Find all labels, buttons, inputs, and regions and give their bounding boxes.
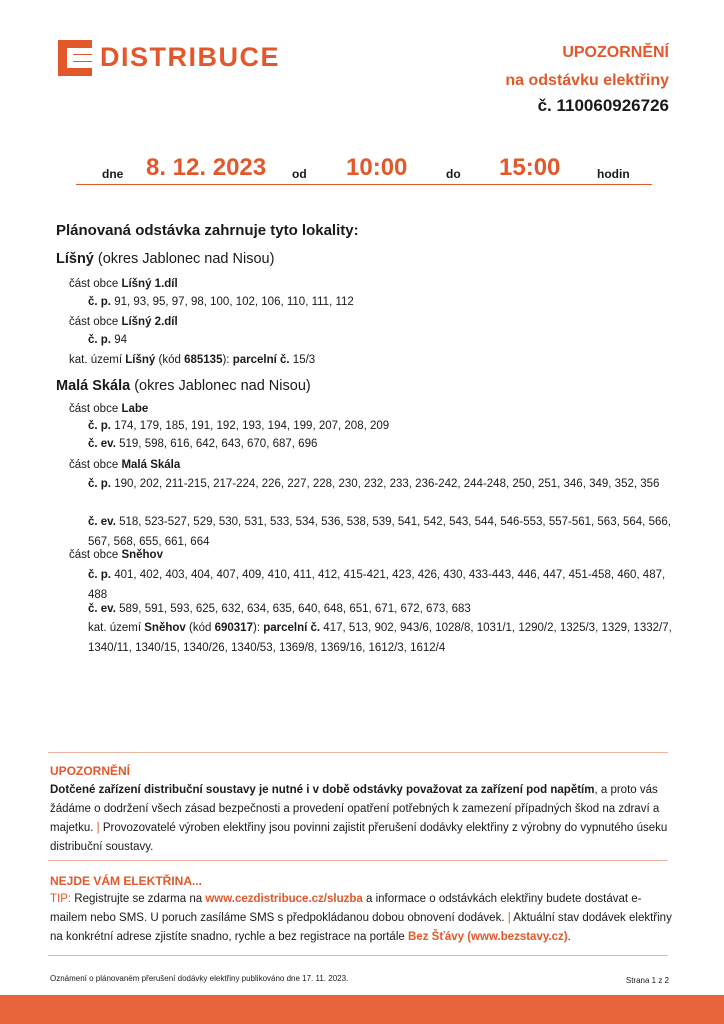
cadastral-area: kat. území Sněhov (kód 690317): parcelní č. 417, 513, 902, 943/6, 1028/8, 1031/1, 1290/2, 1325/3, 1329, 1332/7, 1340/11, 1340/15, 1340/26, 1340/53, 1369/8, 1369/16, 1612/3, 1612/4 [88,622,672,654]
warning-title: UPOZORNĚNÍ [50,764,131,778]
cadastral-area: kat. území Líšný (kód 685135): parcelní č. 15/3 [69,354,316,366]
municipality-part: část obce Sněhov [69,549,163,561]
bezstavy-link[interactable]: (www.bezstavy.cz) [467,931,568,943]
section-divider [48,860,668,861]
to-label: do [446,167,461,181]
publication-note: Oznámení o plánovaném přerušení dodávky elektřiny publikováno dne 17. 11. 2023. [50,974,349,983]
footer-bar [0,995,724,1024]
day-label: dne [102,167,124,181]
municipality-part: část obce Líšný 1.díl [69,278,178,290]
outage-help-text: TIP: Registrujte se zdarma na www.cezdistribuce.cz/sluzba a informace o odstávkách elektřiny budete dostávat e-mailem nebo SMS. U poruch zasíláme SMS s předpokládanou dobou obnovení dodávek. | Aktuální stav dodávek elektřiny na konkrétní adrese zjistíte snadno, rychle a bez registrace na portále Bez Šťávy (www.bezstavy.cz). [50,893,672,943]
house-numbers: č. p. 94 [88,334,128,346]
outage-help-title: NEJDE VÁM ELEKTŘINA... [50,874,203,888]
to-time: 15:00 [499,154,561,181]
date-divider [76,184,652,185]
registry-numbers: č. ev. 518, 523-527, 529, 530, 531, 533, 534, 536, 538, 539, 541, 542, 543, 544, 546-553, 557-561, 563, 564, 566, 567, 568, 655, 661, 664 [88,516,671,548]
notice-number: č. 110060926726 [537,96,669,115]
municipality-part: část obce Líšný 2.díl [69,316,178,328]
section-divider [48,752,668,753]
house-numbers: č. p. 190, 202, 211-215, 217-224, 226, 227, 228, 230, 232, 233, 236-242, 244-248, 250, 251, 346, 349, 352, 356 [88,478,660,490]
house-numbers: č. p. 174, 179, 185, 191, 192, 193, 194, 199, 207, 208, 209 [88,420,390,432]
municipality-part: část obce Labe [69,403,149,415]
municipality-part: část obce Malá Skála [69,459,181,471]
cez-logo-icon [58,40,92,76]
notice-title: UPOZORNĚNÍ [562,44,669,61]
brand-name: DISTRIBUCE [100,42,281,72]
outage-date: 8. 12. 2023 [146,154,267,181]
registry-numbers: č. ev. 589, 591, 593, 625, 632, 634, 635, 640, 648, 651, 671, 672, 673, 683 [88,603,471,615]
registration-link[interactable]: www.cezdistribuce.cz/sluzba [205,893,363,905]
registry-numbers: č. ev. 519, 598, 616, 642, 643, 670, 687, 696 [88,438,318,450]
location-name: Malá Skála (okres Jablonec nad Nisou) [56,378,311,394]
from-time: 10:00 [346,154,408,181]
notice-subtitle: na odstávku elektřiny [505,72,669,89]
page-number: Strana 1 z 2 [625,976,669,985]
house-numbers: č. p. 401, 402, 403, 404, 407, 409, 410, 411, 412, 415-421, 423, 426, 430, 433-443, 446, 447, 451-458, 460, 487, 488 [88,569,666,601]
localities-heading: Plánovaná odstávka zahrnuje tyto lokality: [56,222,359,239]
hours-label: hodin [597,167,630,181]
warning-text: Dotčené zařízení distribuční soustavy je nutné i v době odstávky považovat za zařízení pod napětím, a proto vás žádáme o dodržení všech zásad bezpečnosti a provedení opatření potřebných k zamezení případných škod na zdraví a majetku. | Provozovatelé výroben elektřiny jsou povinni zajistit přerušení dodávky elektřiny z výrobny do vypnutého úseku distribuční soustavy. [50,784,668,853]
location-name: Líšný (okres Jablonec nad Nisou) [56,251,275,267]
house-numbers: č. p. 91, 93, 95, 97, 98, 100, 102, 106, 110, 111, 112 [88,296,354,308]
from-label: od [292,167,307,181]
section-divider [48,955,668,956]
